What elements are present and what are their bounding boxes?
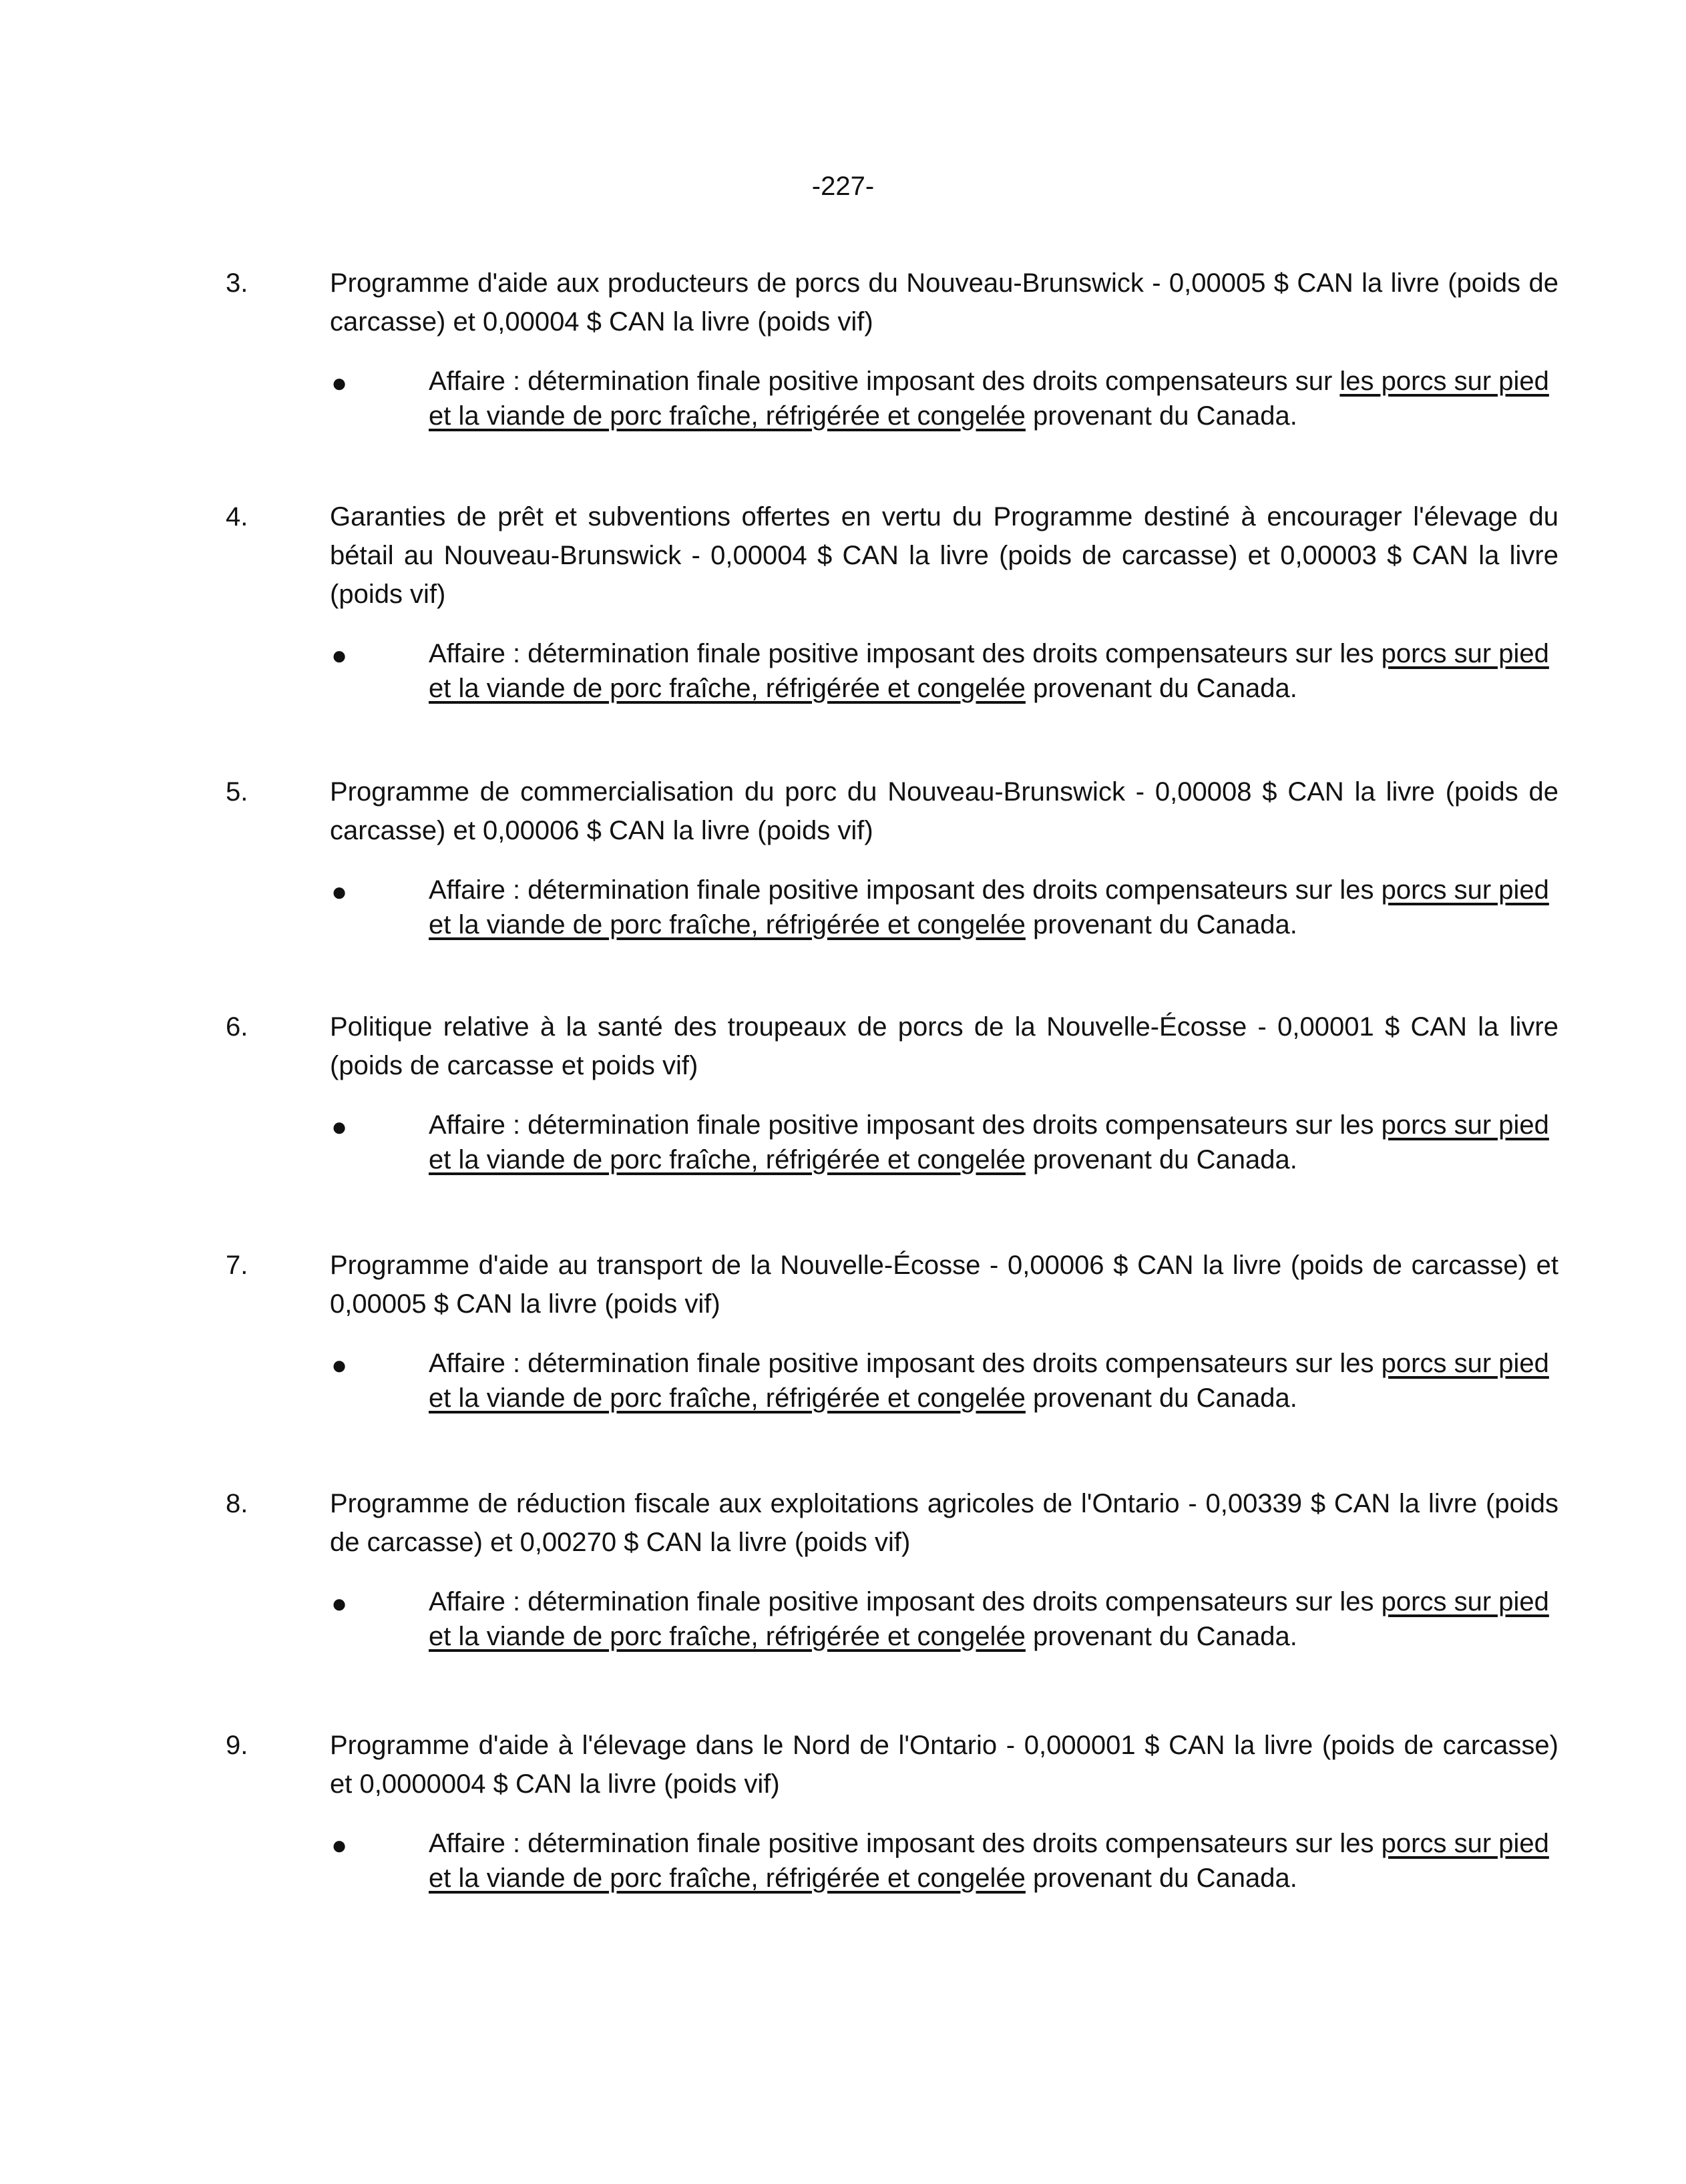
case-description [429, 1584, 1564, 1654]
case-prefix: Affaire : détermination finale positive imposant des droits compensateurs sur les [429, 1110, 1382, 1140]
case-description [429, 873, 1564, 942]
case-prefix: Affaire : détermination finale positive imposant des droits compensateurs sur les [429, 1829, 1382, 1858]
case-suffix: provenant du Canada. [1025, 1145, 1297, 1174]
case-prefix: Affaire : détermination finale positive imposant des droits compensateurs sur les [429, 1349, 1382, 1378]
case-suffix: provenant du Canada. [1025, 1383, 1297, 1413]
case-description [429, 1826, 1564, 1896]
item-number: 5. [226, 777, 248, 807]
case-product: porcs sur pied et la viande de porc fraîche, réfrigérée et congelée [429, 1587, 1549, 1651]
program-title: Garanties de prêt et subventions offertes en vertu du Programme destiné à encourager l'élevage du bétail au Nouveau-Brunswick - 0,00004 $ CAN la livre (poids de carcasse) et 0,00003 $ CAN la livre (poids vif) [330, 502, 1558, 609]
bullet-icon: ● [331, 1831, 348, 1860]
bullet-icon: ● [331, 877, 348, 907]
case-prefix: Affaire : détermination finale positive imposant des droits compensateurs sur les [429, 875, 1382, 905]
case-prefix: Affaire : détermination finale positive imposant des droits compensateurs sur les [429, 1587, 1382, 1616]
case-description [429, 636, 1564, 706]
bullet-icon: ● [331, 1351, 348, 1380]
page-number: -227- [811, 172, 875, 201]
case-suffix: provenant du Canada. [1025, 910, 1297, 939]
case-product: porcs sur pied et la viande de porc fraîche, réfrigérée et congelée [429, 1110, 1549, 1174]
case-product: porcs sur pied et la viande de porc fraîche, réfrigérée et congelée [429, 875, 1549, 939]
program-title: Programme d'aide à l'élevage dans le Nord de l'Ontario - 0,000001 $ CAN la livre (poids de carcasse) et 0,0000004 $ CAN la livre (poids vif) [330, 1731, 1558, 1799]
case-description [429, 1108, 1564, 1177]
case-description [429, 364, 1564, 433]
case-product: les porcs sur pied et la viande de porc fraîche, réfrigérée et congelée [429, 367, 1549, 431]
bullet-icon: ● [331, 641, 348, 670]
item-number: 7. [226, 1251, 248, 1280]
case-product: porcs sur pied et la viande de porc fraîche, réfrigérée et congelée [429, 639, 1549, 703]
bullet-icon: ● [331, 369, 348, 398]
case-product: porcs sur pied et la viande de porc fraîche, réfrigérée et congelée [429, 1349, 1549, 1413]
item-number: 6. [226, 1012, 248, 1042]
program-title: Programme d'aide au transport de la Nouvelle-Écosse - 0,00006 $ CAN la livre (poids de carcasse) et 0,00005 $ CAN la livre (poids vif) [330, 1251, 1558, 1319]
case-suffix: provenant du Canada. [1025, 1622, 1297, 1651]
item-number: 9. [226, 1731, 248, 1760]
program-title: Programme de réduction fiscale aux exploitations agricoles de l'Ontario - 0,00339 $ CAN la livre (poids de carcasse) et 0,00270 $ CAN la livre (poids vif) [330, 1489, 1558, 1557]
bullet-icon: ● [331, 1112, 348, 1142]
program-title: Programme de commercialisation du porc du Nouveau-Brunswick - 0,00008 $ CAN la livre (poids de carcasse) et 0,00006 $ CAN la livre (poids vif) [330, 777, 1558, 845]
case-suffix: provenant du Canada. [1025, 401, 1297, 431]
program-title: Programme d'aide aux producteurs de porcs du Nouveau-Brunswick - 0,00005 $ CAN la livre (poids de carcasse) et 0,00004 $ CAN la livre (poids vif) [330, 268, 1558, 337]
item-number: 8. [226, 1489, 248, 1518]
program-title: Politique relative à la santé des troupeaux de porcs de la Nouvelle-Écosse - 0,00001 $ CAN la livre (poids de carcasse et poids vif) [330, 1012, 1558, 1080]
case-description [429, 1346, 1564, 1415]
case-product: porcs sur pied et la viande de porc fraîche, réfrigérée et congelée [429, 1829, 1549, 1893]
case-prefix: Affaire : détermination finale positive imposant des droits compensateurs sur [429, 367, 1340, 396]
case-suffix: provenant du Canada. [1025, 1864, 1297, 1893]
bullet-icon: ● [331, 1589, 348, 1618]
item-number: 4. [226, 502, 248, 531]
case-prefix: Affaire : détermination finale positive imposant des droits compensateurs sur les [429, 639, 1382, 668]
item-number: 3. [226, 268, 248, 298]
case-suffix: provenant du Canada. [1025, 674, 1297, 703]
